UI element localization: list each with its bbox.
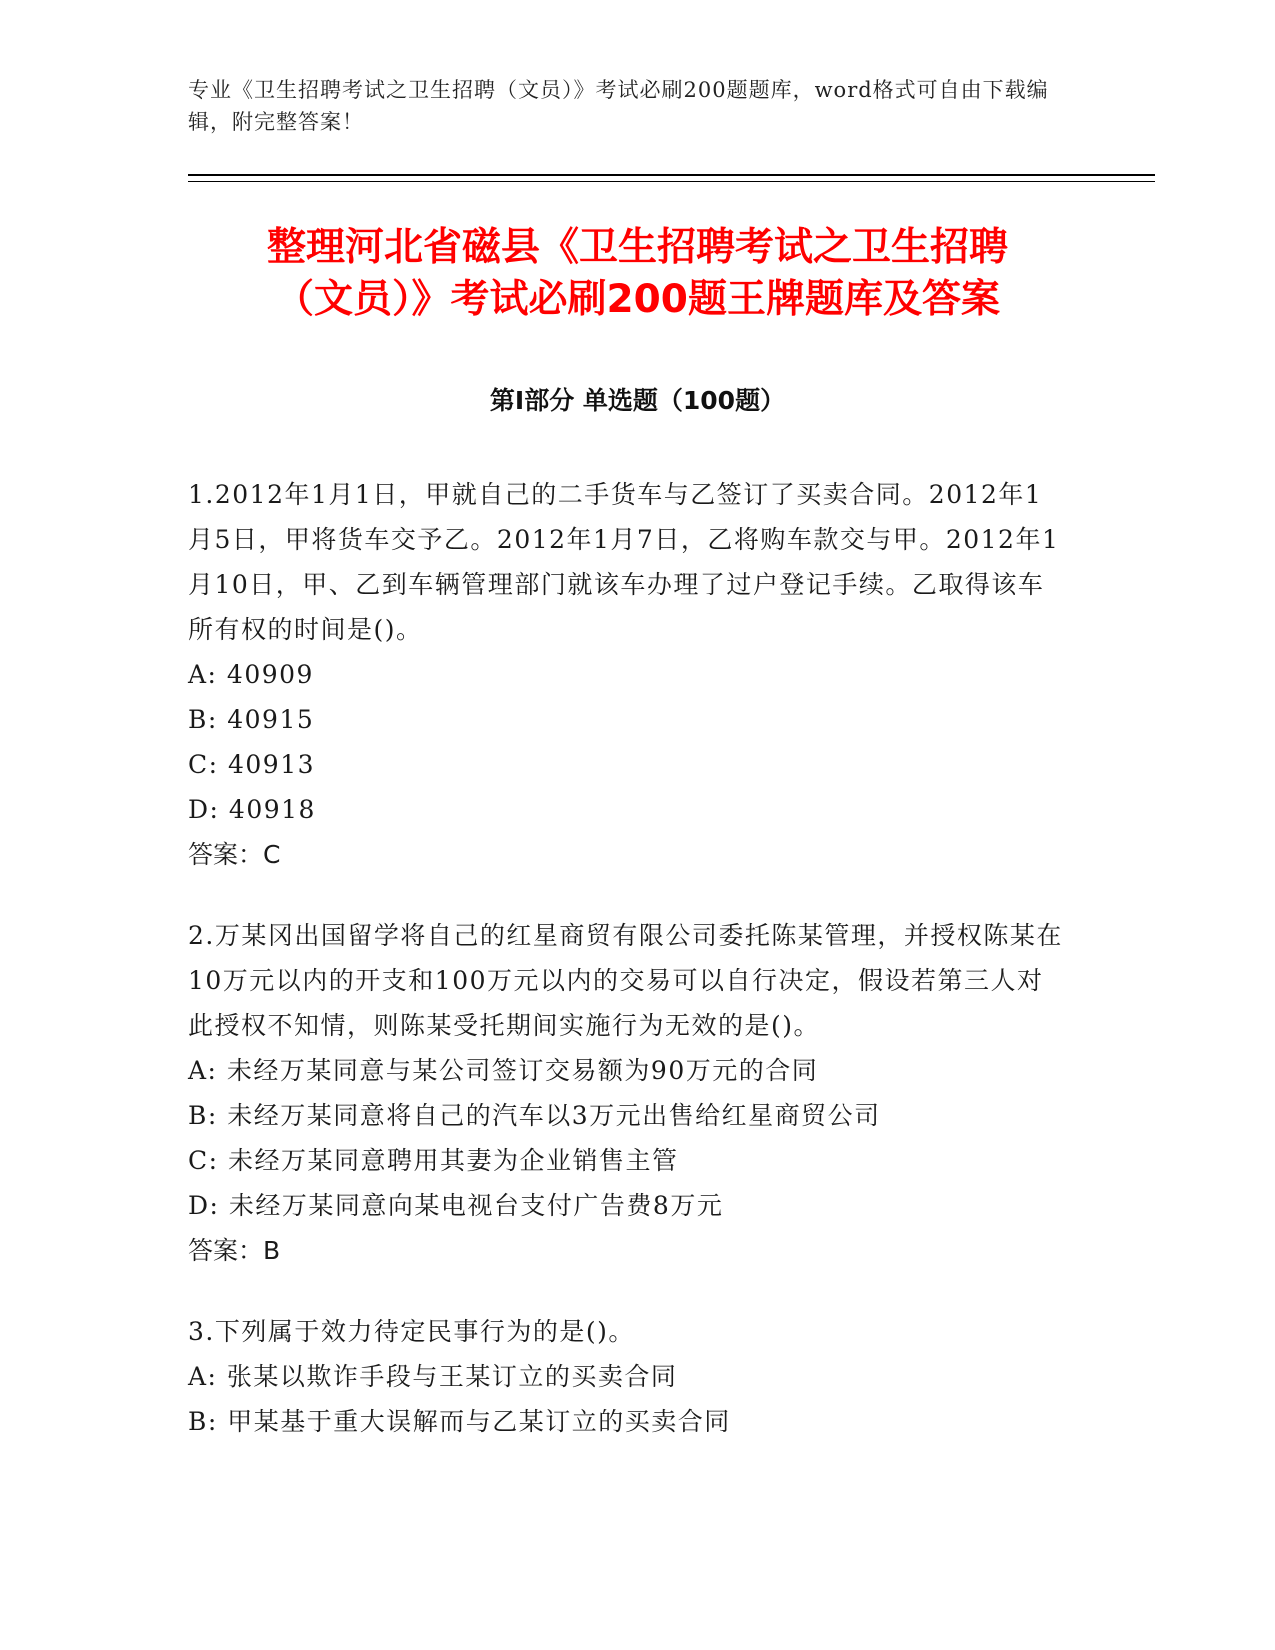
question-stem: 2.万某冈出国留学将自己的红星商贸有限公司委托陈某管理，并授权陈某在10万元以内的开支和100万元以内的交易可以自行决定，假设若第三人对此授权不知情，则陈某受托期间实施行为无效的是()。: [188, 921, 1063, 1040]
question-3: [188, 1309, 1068, 1444]
option-a: A: 未经万某同意与某公司签订交易额为90万元的合同: [188, 1056, 819, 1085]
header-divider-thin: [188, 181, 1155, 182]
option-c: C: 未经万某同意聘用其妻为企业销售主管: [188, 1146, 679, 1175]
question-stem: 3.下列属于效力待定民事行为的是()。: [188, 1317, 635, 1346]
answer-key: 答案：C: [188, 840, 281, 869]
question-2: [188, 913, 1068, 1273]
section-title: 第Ⅰ部分 单选题（100题）: [489, 386, 786, 415]
option-d: D: 40918: [188, 795, 316, 824]
option-b: B: 40915: [188, 705, 315, 734]
document-title-line-1: 整理河北省磁县《卫生招聘考试之卫生招聘: [266, 225, 1008, 270]
document-title: [150, 222, 1125, 326]
option-d: D: 未经万某同意向某电视台支付广告费8万元: [188, 1191, 724, 1220]
question-stem: 1.2012年1月1日，甲就自己的二手货车与乙签订了买卖合同。2012年1月5日，甲将货车交予乙。2012年1月7日，乙将购车款交与甲。2012年1月10日，甲、乙到车辆管理部门就该车办理了过户登记手续。乙取得该车所有权的时间是()。: [188, 480, 1060, 644]
option-b: B: 未经万某同意将自己的汽车以3万元出售给红星商贸公司: [188, 1101, 881, 1130]
header-divider-thick: [188, 174, 1155, 176]
answer-key: 答案：B: [188, 1236, 281, 1265]
option-b: B: 甲某基于重大误解而与乙某订立的买卖合同: [188, 1407, 731, 1436]
document-title-line-2: （文员）》考试必刷200题王牌题库及答案: [275, 277, 1000, 322]
page-header-intro: 专业《卫生招聘考试之卫生招聘（文员）》考试必刷200题题库，word格式可自由下载编辑，附完整答案！: [188, 78, 1049, 134]
option-a: A: 张某以欺诈手段与王某订立的买卖合同: [188, 1362, 678, 1391]
question-1: [188, 472, 1068, 877]
question-list: [188, 472, 1068, 1480]
option-c: C: 40913: [188, 750, 316, 779]
option-a: A: 40909: [188, 660, 314, 689]
